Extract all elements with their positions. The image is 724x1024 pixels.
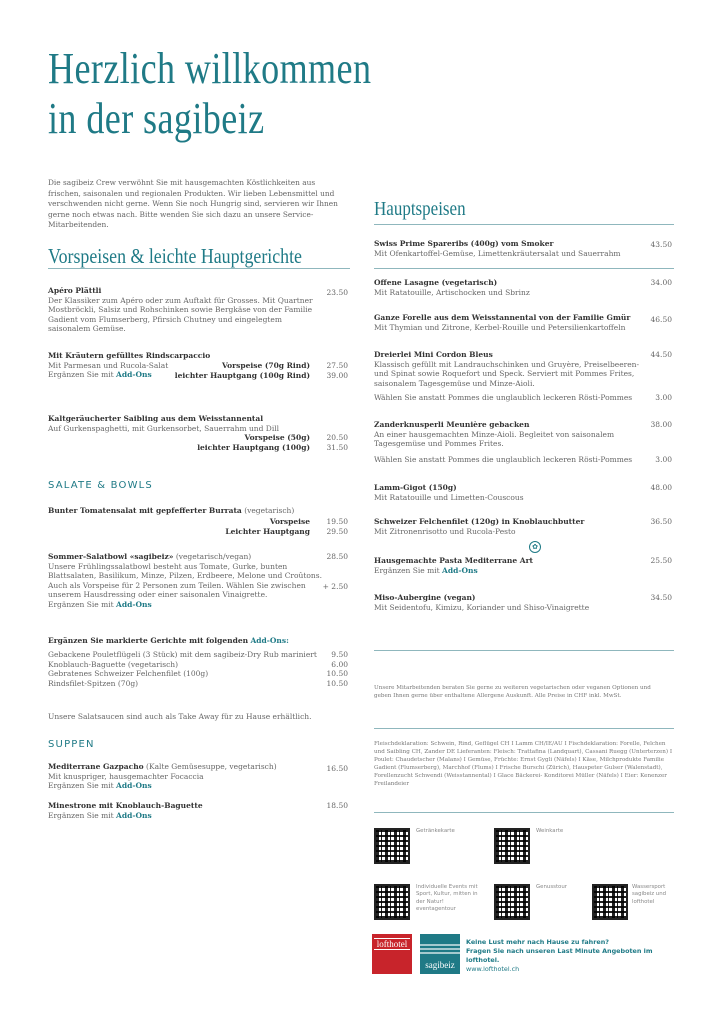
menu-item-cordon-bleu: Dreierlei Mini Cordon Bleus Klassisch gefüllt mit Landrauchschinken und Gruyère, Preiselbeeren- und Spinat sowie Roquefort und Speck. Serviert mit Pommes Frites, saisonalem Tagesgemüse und Minze-Aioli. xyxy=(374,350,640,388)
qr-code-genusstour[interactable] xyxy=(494,884,530,920)
addons-link[interactable]: Add-Ons xyxy=(116,370,152,380)
price: 27.50 39.00 xyxy=(326,361,348,380)
addons-link[interactable]: Add-Ons xyxy=(116,599,152,609)
list-item: Rindsfilet-Spitzen (70g) 10.50 xyxy=(48,678,348,688)
variant-list: Vorspeise (50g) leichter Hauptgang (100g) xyxy=(197,433,310,452)
menu-item-saibling: Kaltgeräucherter Saibling aus dem Weisstannental Auf Gurkenspaghetti, mit Gurkensorbet, Sauerrahm und Dill xyxy=(48,414,280,433)
intro-text: Die sagibeiz Crew verwöhnt Sie mit hausgemachten Köstlichkeiten aus frischen, saisonalen und regionalen Produkten. Wir lieben Lebensmittel und verschwenden nicht gerne. Wenn Sie noch Hungrig sind, servieren wir Ihnen gerne noch etwas nach. Bitte wenden Sie sich dazu an unsere Service-Mitarbeitenden. xyxy=(48,178,338,230)
addons-link[interactable]: Add-Ons xyxy=(116,810,152,820)
qr-code-wassersport[interactable] xyxy=(592,884,628,920)
price: 3.00 xyxy=(655,393,672,402)
salate-heading: SALATE & BOWLS xyxy=(48,480,153,491)
divider xyxy=(374,224,674,225)
price-extra: + 2.50 xyxy=(322,582,348,591)
menu-item-burrata: Bunter Tomatensalat mit gepfefferter Burrata (vegetarisch) xyxy=(48,506,295,515)
footer-link[interactable]: www.lofthotel.ch xyxy=(466,965,520,973)
sagibeiz-logo: sagibeiz xyxy=(420,934,460,974)
menu-item-zander: Zanderknusperli Meunière gebacken An einer hausgemachten Minze-Aioli. Begleitet von saisonalem Tagesgemüse und Pommes Frites. xyxy=(374,420,615,449)
list-item: Knoblauch-Baguette (vegetarisch) 6.00 xyxy=(48,659,348,669)
rosti-option: Wählen Sie anstatt Pommes die unglaublich leckeren Rösti-Pommes xyxy=(374,393,633,402)
menu-item-lamm: Lamm-Gigot (150g) Mit Ratatouille und Limetten-Couscous xyxy=(374,483,524,502)
origin-declaration: Fleischdeklaration: Schwein, Rind, Geflügel CH I Lamm CH/IE/AU I Fischdeklaration: Forelle, Felchen und Saibling CH, Zander DE Lieferanten: Fleisch: Trattafina (Landquart), Cassani Ruegg (Unterterzen) I Poulet: Chaudetscher (Malans) I Gemüse, Früchte: Ernst Gygli (Näfels) I Käse, Milchprodukte Familie Gadient (Flumserberg), Marchhof (Flums) I Frische Burschi (Zürich), Hauspeter Gulser (Walenstadt), Forellenzucht Schwendi (Weisstannental) I Glace Bäckerei- Konditorei Müller (Näfels) I Eier: Kenenzer Freilandeier xyxy=(374,741,673,787)
price: 46.50 xyxy=(650,315,672,324)
qr-code-wein[interactable] xyxy=(494,828,530,864)
price: 3.00 xyxy=(655,455,672,464)
price: 23.50 xyxy=(326,288,348,297)
footer-promo: Keine Lust mehr nach Hause zu fahren? Fragen Sie nach unseren Last Minute Angeboten im lofthotel. www.lofthotel.ch xyxy=(466,938,676,974)
price: 16.50 xyxy=(326,764,348,773)
page-title: Herzlich willkommen in der sagibeiz xyxy=(48,44,372,143)
list-item: Gebackene Pouletflügeli (3 Stück) mit dem sagibeiz-Dry Rub mariniert 9.50 xyxy=(48,650,348,659)
price: 44.50 xyxy=(650,350,672,359)
qr-label: Wassersport sagibeiz und lofthotel xyxy=(632,884,667,905)
price: 20.50 31.50 xyxy=(326,433,348,452)
vorspeisen-heading: Vorspeisen & leichte Hauptgerichte xyxy=(48,244,302,268)
qr-label: Individuelle Events mit Sport, Kultur, mitten in der Natur! eventagentour xyxy=(416,884,478,913)
price: 36.50 xyxy=(650,517,672,526)
rosti-option: Wählen Sie anstatt Pommes die unglaublich leckeren Rösti-Pommes xyxy=(374,455,633,464)
variant-list: Vorspeise Leichter Hauptgang xyxy=(225,517,310,536)
price: 34.00 xyxy=(650,278,672,287)
allergy-note: Unsere Mitarbeitenden beraten Sie gerne zu weiteren vegetarischen oder veganen Optionen und geben Ihnen gerne über enthaltene Allergene Auskunft. Alle Preise in CHF inkl. MwSt. xyxy=(374,685,651,699)
qr-label: Weinkarte xyxy=(536,828,564,834)
menu-item-aubergine: Miso-Aubergine (vegan) Mit Seidentofu, Kimizu, Koriander und Shiso-Vinaigrette xyxy=(374,593,590,612)
lofthotel-logo: lofthotel xyxy=(372,934,412,974)
divider xyxy=(374,812,674,813)
menu-item-apero: Apéro Plättli Der Klassiker zum Apéro oder zum Auftakt für Grosses. Mit Quartner Mostbröckli, Salsiz und Rohschinken sowie Bergkäse von der Familie Gadient vom Flumserberg, Pfirsich Chutney und eingelegtem saisonalem Gemüse. xyxy=(48,286,313,334)
variant-list: Vorspeise (70g Rind) leichter Hauptgang (100g Rind) xyxy=(174,361,310,380)
price: 48.00 xyxy=(650,483,672,492)
price: 25.50 xyxy=(650,556,672,565)
menu-item-lasagne: Offene Lasagne (vegetarisch) Mit Ratatouille, Artischocken und Sbrinz xyxy=(374,278,530,297)
qr-label: Genusstour xyxy=(536,884,567,890)
hauptspeisen-heading: Hauptspeisen xyxy=(374,198,466,220)
menu-item-carpaccio: Mit Kräutern gefülltes Rindscarpaccio Mit Parmesan und Rucola-Salat Ergänzen Sie mit Add-Ons xyxy=(48,351,211,380)
price: 18.50 xyxy=(326,801,348,810)
addons-heading: Ergänzen Sie markierte Gerichte mit folgenden Add-Ons: xyxy=(48,636,289,645)
addons-list xyxy=(48,650,348,688)
menu-item-pasta: Hausgemachte Pasta Mediterrane Art Ergänzen Sie mit Add-Ons xyxy=(374,556,533,575)
takeaway-note: Unsere Salatsaucen sind auch als Take Away für zu Hause erhältlich. xyxy=(48,712,312,721)
price: 34.50 xyxy=(650,593,672,602)
divider xyxy=(374,728,674,729)
price: 38.00 xyxy=(650,420,672,429)
menu-item-minestrone: Minestrone mit Knoblauch-Baguette Ergänzen Sie mit Add-Ons xyxy=(48,801,203,820)
divider xyxy=(374,650,674,651)
suppen-heading: SUPPEN xyxy=(48,739,95,750)
qr-label: Getränkekarte xyxy=(416,828,455,834)
menu-item-forelle: Ganze Forelle aus dem Weisstannental von der Familie Gmür Mit Thymian und Zitrone, Kerbel-Rouille und Petersilienkartoffeln xyxy=(374,313,631,332)
menu-item-spareribs: Swiss Prime Spareribs (400g) vom Smoker Mit Ofenkartoffel-Gemüse, Limettenkräutersalat und Sauerrahm xyxy=(374,239,621,258)
price: 28.50 xyxy=(326,552,348,561)
menu-item-felchen: Schweizer Felchenfilet (120g) in Knoblauchbutter Mit Zitronenrisotto und Rucola-Pesto xyxy=(374,517,585,536)
divider xyxy=(374,268,674,269)
qr-code-getraenke[interactable] xyxy=(374,828,410,864)
divider xyxy=(48,268,350,269)
addons-link[interactable]: Add-Ons xyxy=(442,565,478,575)
wave-icon xyxy=(420,942,460,954)
qr-code-events[interactable] xyxy=(374,884,410,920)
addons-link[interactable]: Add-Ons xyxy=(116,781,152,791)
menu-item-gazpacho: Mediterrane Gazpacho (Kalte Gemüsesuppe, vegetarisch) Mit knuspriger, hausgemachter Focaccia Ergänzen Sie mit Add-Ons xyxy=(48,762,277,791)
menu-item-salatbowl: Sommer-Salatbowl «sagibeiz» (vegetarisch/vegan) Unsere Frühlingssalatbowl besteht aus Tomate, Gurke, bunten Blattsalaten, Basilikum, Minze, Pilzen, Erdbeere, Melone und Croûtons. Auch als Vorspeise für 2 Personen zum Teilen. Wählen Sie zwischen unserem Hausdressing oder einer saisonalen Vinaigrette. Ergänzen Sie mit Add-Ons xyxy=(48,552,322,609)
price: 19.50 29.50 xyxy=(326,517,348,536)
price: 43.50 xyxy=(650,240,672,249)
addons-link[interactable]: Add-Ons: xyxy=(250,636,289,645)
list-item: Gebratenes Schweizer Felchenfilet (100g) 10.50 xyxy=(48,669,348,679)
vegan-leaf-icon: ✿ xyxy=(529,541,541,553)
